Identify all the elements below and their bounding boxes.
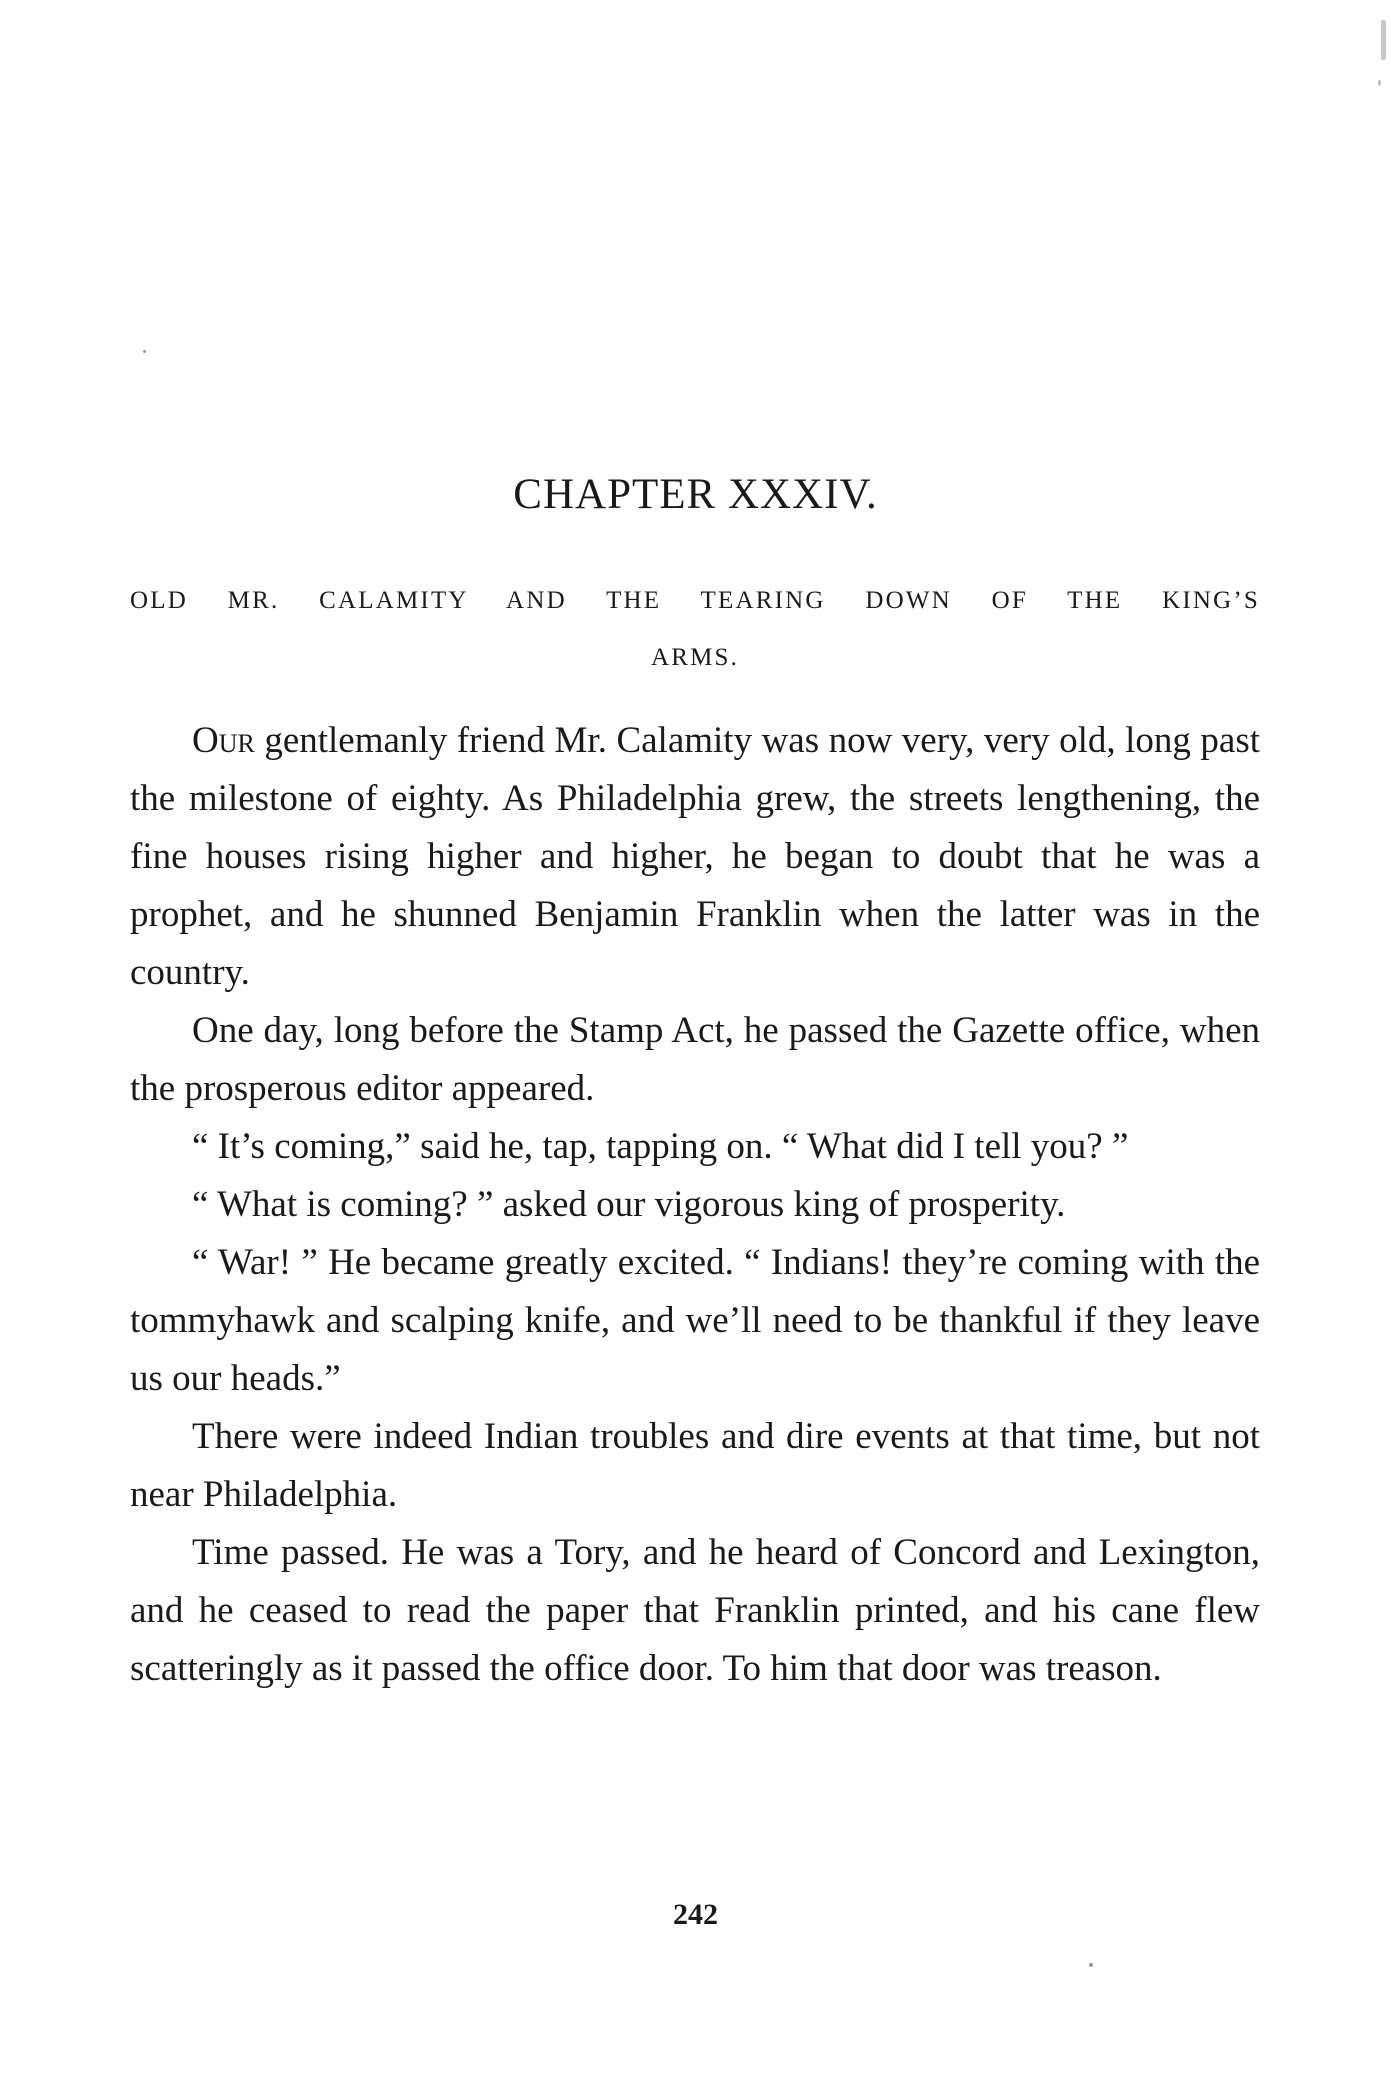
paragraph-2: One day, long before the Stamp Act, he passed the Gazette office, when the prosperous editor appeared. xyxy=(130,1010,1260,1109)
scan-speck xyxy=(143,350,146,353)
chapter-subtitle xyxy=(130,572,1260,686)
chapter-subtitle-line-2: ARMS. xyxy=(650,644,740,671)
paragraph-3: “ It’s coming,” said he, tap, tapping on. “ What did I tell you? ” xyxy=(192,1126,1129,1167)
paragraph-1 xyxy=(130,712,1260,1002)
scan-speck xyxy=(1381,20,1386,60)
chapter-title: CHAPTER XXXIV. xyxy=(513,471,878,518)
scan-speck xyxy=(1089,1963,1093,1967)
paragraph-text: gentlemanly friend Mr. Calamity was now very, very old, long past the milestone of eighty. As Philadelphia grew, the streets lengthening, the fine houses rising higher and higher, he began to doubt that he was a prophet, and he shunned Benjamin Franklin when the latter was in the country. xyxy=(130,720,1260,993)
paragraph-6: There were indeed Indian troubles and dire events at that time, but not near Philadelphia. xyxy=(130,1416,1260,1515)
chapter-body xyxy=(130,712,1260,1698)
chapter-subtitle-line-1: OLD MR. CALAMITY AND THE TEARING DOWN OF THE KING’S xyxy=(130,587,1260,614)
scan-speck xyxy=(1378,80,1381,86)
page-number: 242 xyxy=(673,1898,718,1931)
paragraph-4: “ What is coming? ” asked our vigorous king of prosperity. xyxy=(192,1184,1066,1225)
paragraph-7: Time passed. He was a Tory, and he heard of Concord and Lexington, and he ceased to read the paper that Franklin printed, and his cane flew scatteringly as it passed the office door. To him that door was treason. xyxy=(130,1532,1260,1689)
paragraph-lead-word: Our xyxy=(192,720,255,761)
paragraph-5: “ War! ” He became greatly excited. “ Indians! they’re coming with the tommyhawk and scalping knife, and we’ll need to be thankful if they leave us our heads.” xyxy=(130,1242,1260,1399)
